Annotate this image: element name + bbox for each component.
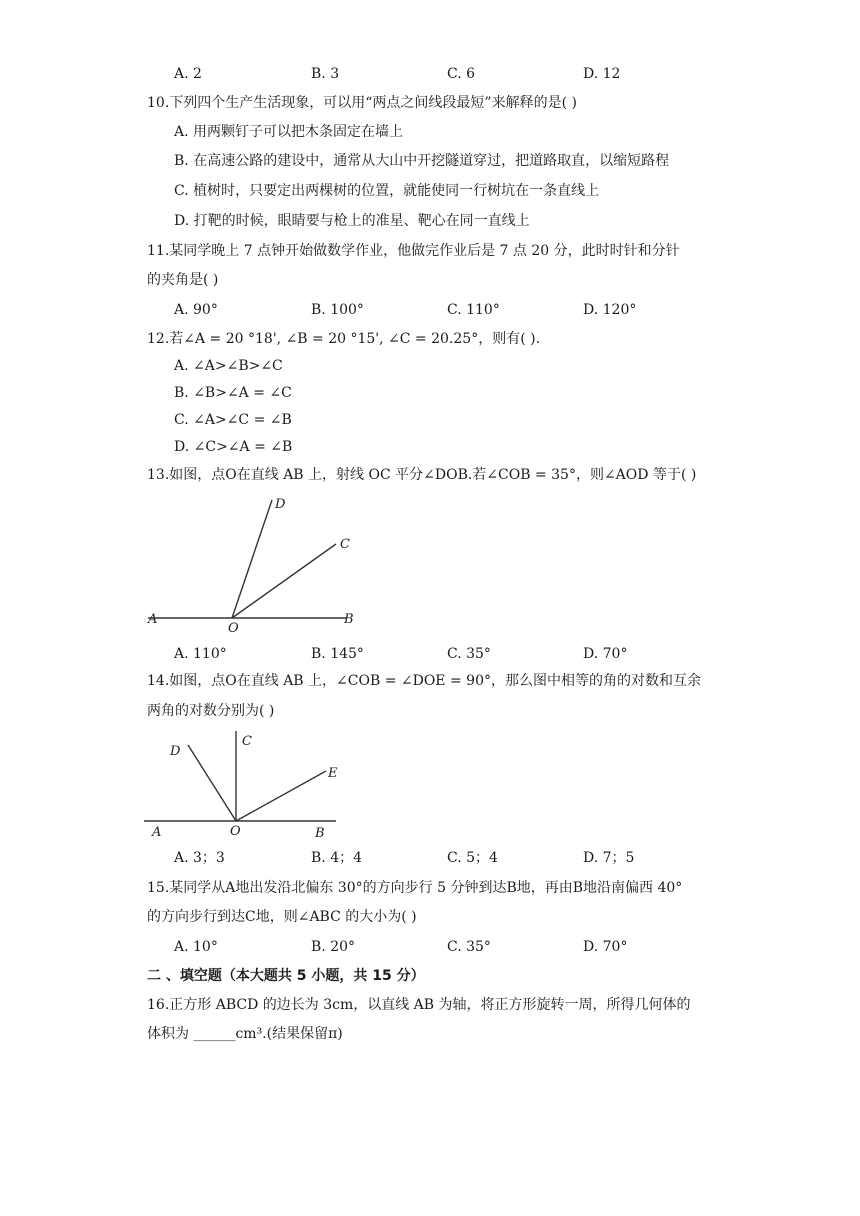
q9-option-a: A. 2 — [174, 66, 202, 82]
q14-label-a: A — [152, 825, 162, 840]
q10-option-a: A. 用两颗钉子可以把木条固定在墙上 — [174, 124, 404, 140]
q14-option-a: A. 3；3 — [174, 850, 225, 866]
q13-label-o: O — [228, 621, 239, 636]
q12-option-b: B. ∠B>∠A = ∠C — [174, 385, 292, 401]
q13-ray-od — [232, 500, 272, 618]
q14-stem-line2: 两角的对数分别为( ) — [147, 703, 275, 719]
q13-label-b: B — [344, 612, 354, 627]
q13-option-c: C. 35° — [447, 646, 491, 662]
q10-option-d: D. 打靶的时候，眼睛要与枪上的准星、靶心在同一直线上 — [174, 213, 530, 229]
q10-stem: 10.下列四个生产生活现象，可以用“两点之间线段最短”来解释的是( ) — [147, 95, 577, 111]
q12-option-c: C. ∠A>∠C = ∠B — [174, 412, 292, 428]
q15-option-c: C. 35° — [447, 939, 491, 955]
q11-option-a: A. 90° — [174, 302, 218, 318]
q11-stem-line2: 的夹角是( ) — [147, 272, 219, 288]
q13-option-b: B. 145° — [311, 646, 364, 662]
q15-option-a: A. 10° — [174, 939, 218, 955]
q13-option-a: A. 110° — [174, 646, 227, 662]
q12-option-d: D. ∠C>∠A = ∠B — [174, 439, 293, 455]
q13-figure — [140, 490, 370, 640]
section-2-heading: 二 、填空题（本大题共 5 小题，共 15 分） — [147, 968, 425, 984]
q15-stem-line1: 15.某同学从A地出发沿北偏东 30°的方向步行 5 分钟到达B地，再由B地沿南偏西 40° — [147, 880, 683, 896]
q9-option-b: B. 3 — [311, 66, 340, 82]
q14-option-b: B. 4；4 — [311, 850, 363, 866]
q14-ray-oe — [236, 771, 326, 821]
q14-label-e: E — [328, 766, 338, 781]
q12-stem: 12.若∠A = 20 °18', ∠B = 20 °15', ∠C = 20.25°，则有( ). — [147, 331, 541, 347]
q13-stem: 13.如图，点O在直线 AB 上，射线 OC 平分∠DOB.若∠COB = 35°，则∠AOD 等于( ) — [147, 467, 697, 483]
q14-ray-od — [188, 745, 236, 821]
q16-stem-line1: 16.正方形 ABCD 的边长为 3cm，以直线 AB 为轴，将正方形旋转一周，所得几何体的 — [147, 997, 691, 1013]
q14-figure — [140, 725, 350, 845]
q14-label-d: D — [170, 744, 181, 759]
q11-option-b: B. 100° — [311, 302, 364, 318]
q10-option-c: C. 植树时，只要定出两棵树的位置，就能使同一行树坑在一条直线上 — [174, 183, 600, 199]
q14-label-c: C — [242, 734, 252, 749]
q14-label-b: B — [315, 826, 325, 841]
q10-option-b: B. 在高速公路的建设中，通常从大山中开挖隧道穿过，把道路取直，以缩短路程 — [174, 153, 670, 169]
q13-label-a: A — [148, 612, 158, 627]
q15-option-d: D. 70° — [583, 939, 628, 955]
q15-stem-line2: 的方向步行到达C地，则∠ABC 的大小为( ) — [147, 909, 417, 925]
q11-option-c: C. 110° — [447, 302, 500, 318]
q9-option-c: C. 6 — [447, 66, 476, 82]
q11-option-d: D. 120° — [583, 302, 637, 318]
q14-label-o: O — [230, 824, 241, 839]
q9-option-d: D. 12 — [583, 66, 621, 82]
q13-option-d: D. 70° — [583, 646, 628, 662]
q15-option-b: B. 20° — [311, 939, 356, 955]
q13-ray-oc — [232, 544, 336, 618]
q14-option-d: D. 7；5 — [583, 850, 635, 866]
q13-label-c: C — [340, 537, 350, 552]
q13-label-d: D — [275, 497, 286, 512]
q11-stem-line1: 11.某同学晚上 7 点钟开始做数学作业，他做完作业后是 7 点 20 分，此时时针和分针 — [147, 243, 680, 259]
q14-stem-line1: 14.如图，点O在直线 AB 上，∠COB = ∠DOE = 90°，那么图中相等的角的对数和互余 — [147, 673, 701, 689]
q14-option-c: C. 5；4 — [447, 850, 498, 866]
q16-stem-line2: 体积为 ______cm³.(结果保留π) — [147, 1026, 343, 1042]
q12-option-a: A. ∠A>∠B>∠C — [174, 358, 283, 374]
